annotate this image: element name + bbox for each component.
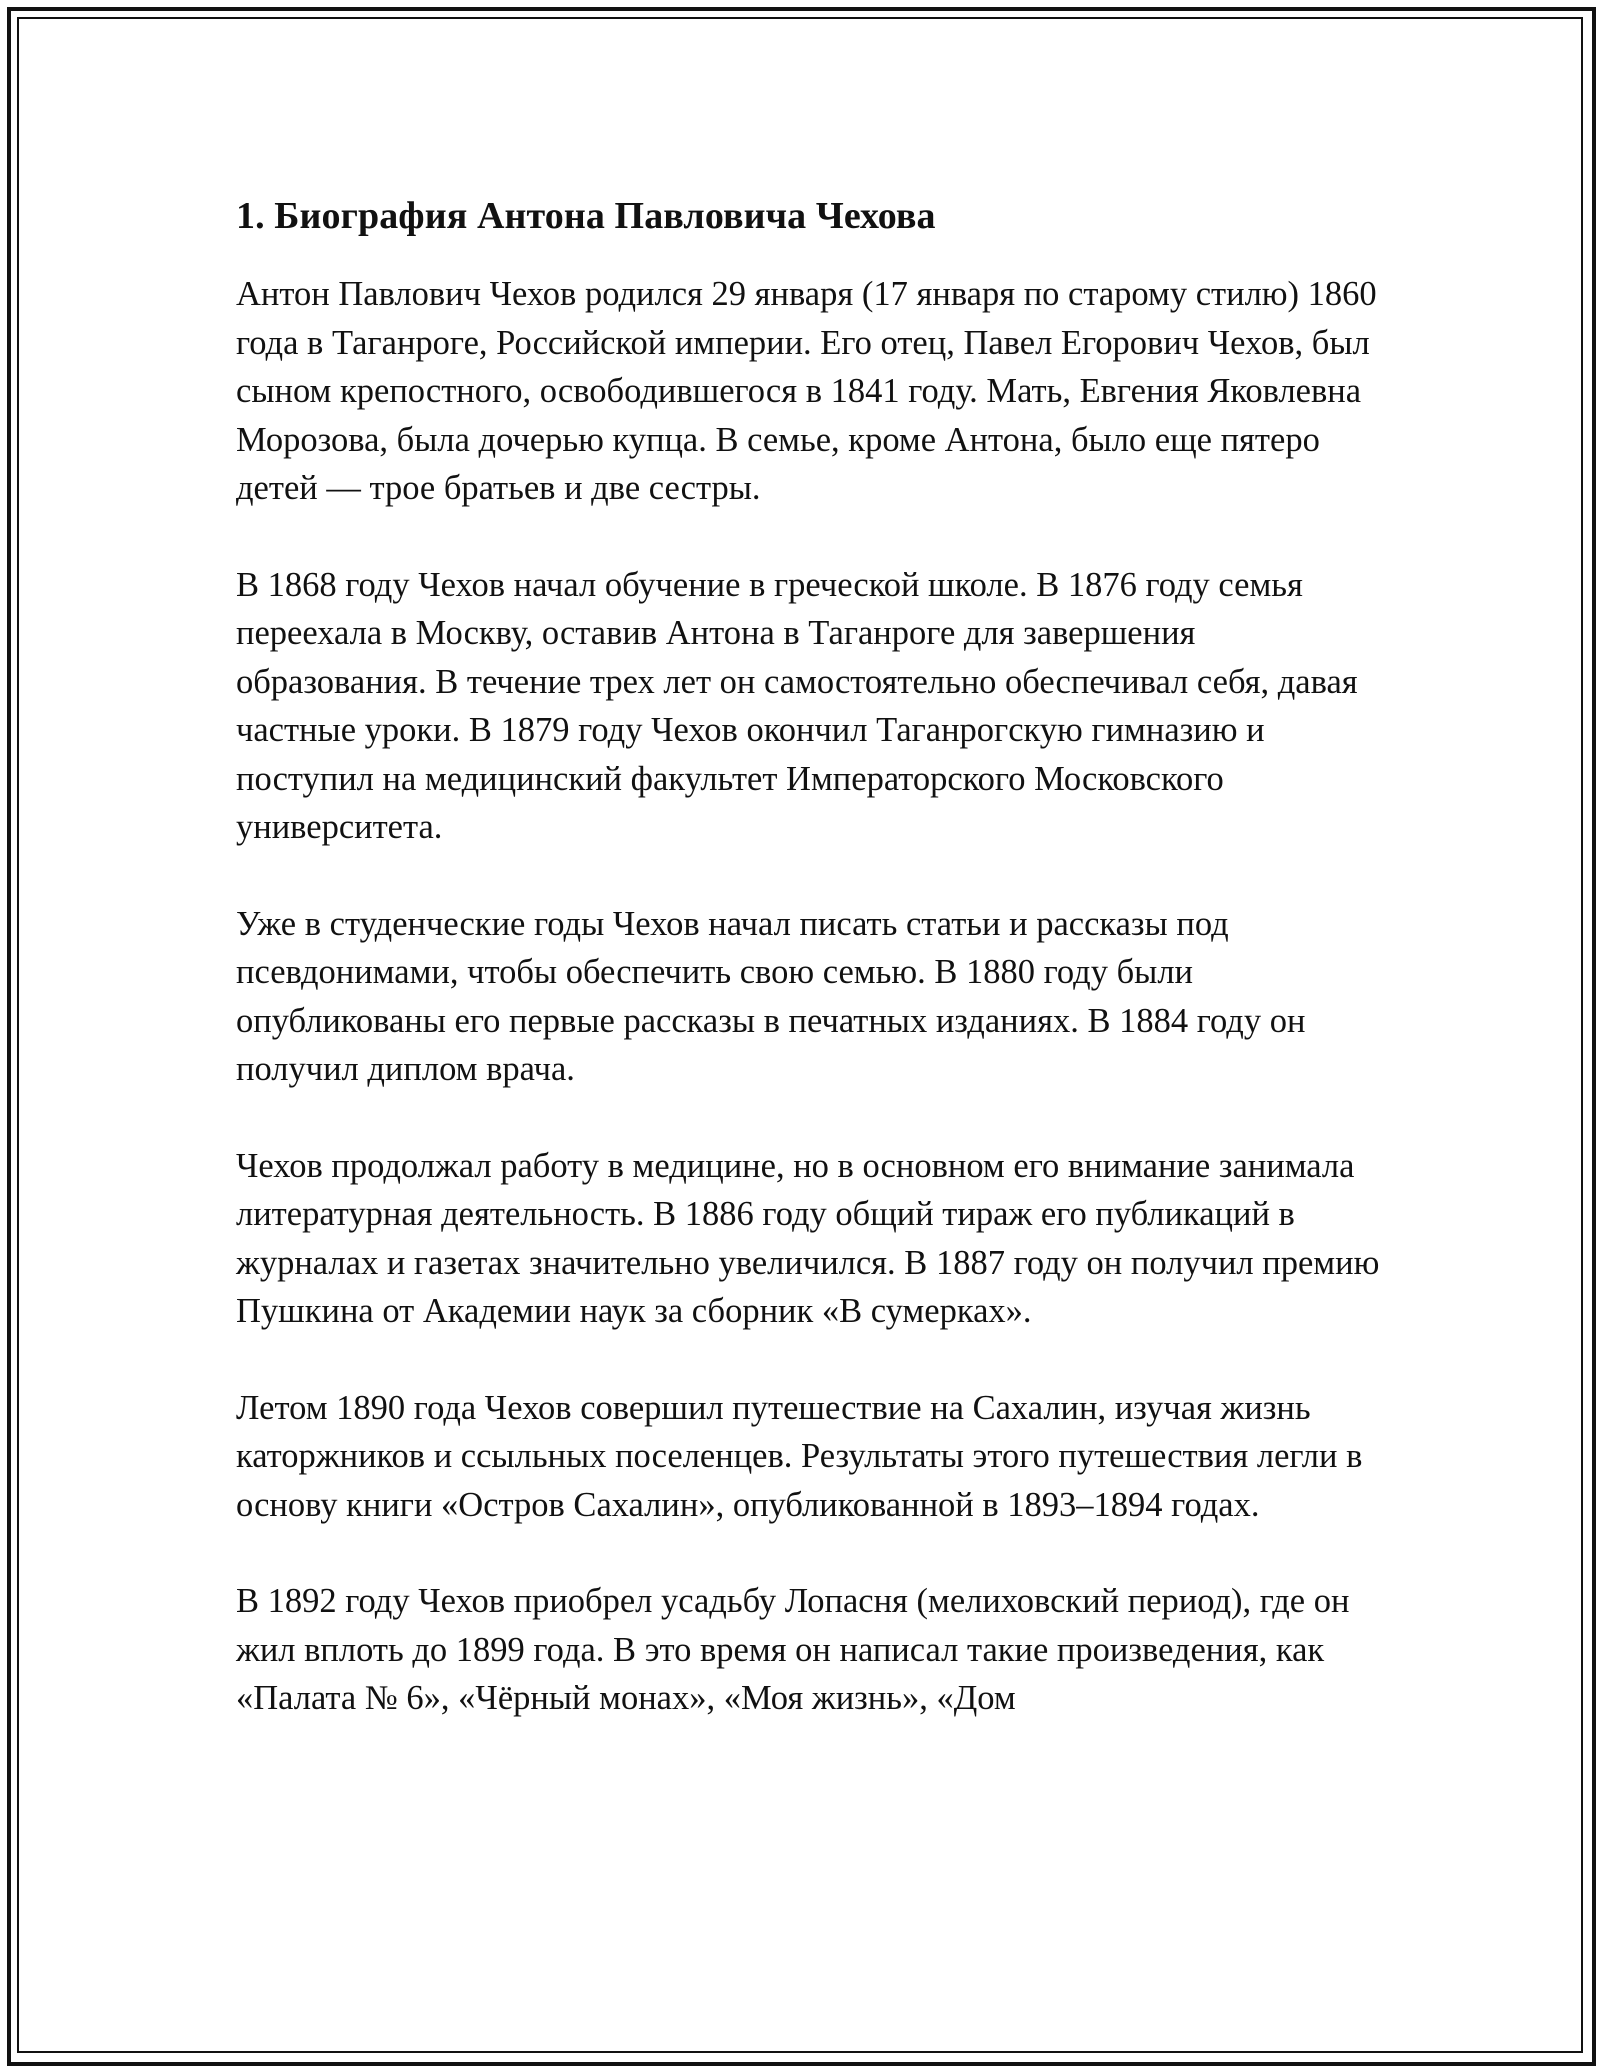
paragraph-sakhalin: Летом 1890 года Чехов совершил путешествие на Сахалин, изучая жизнь каторжников и ссыльных поселенцев. Результаты этого путешествия легли в основу книги «Остров Сахалин», опубликованной в 1893–1894 годах. <box>236 1388 1363 1524</box>
paragraph-education: В 1868 году Чехов начал обучение в греческой школе. В 1876 году семья переехала в Москву, оставив Антона в Таганроге для завершения образования. В течение трех лет он самостоятельно обеспечивал себя, давая частные уроки. В 1879 году Чехов окончил Таганрогскую гимназию и поступил на медицинский факультет Императорского Московского университета. <box>236 565 1358 846</box>
paragraph-melikhovo: В 1892 году Чехов приобрел усадьбу Лопасня (мелиховский период), где он жил вплоть до 1899 года. В это время он написал такие произведения, как «Палата № 6», «Чёрный монах», «Моя жизнь», «Дом <box>236 1582 1350 1717</box>
document-body <box>236 190 1386 1771</box>
paragraph-medicine-literature: Чехов продолжал работу в медицине, но в основном его внимание занимала литературная деятельность. В 1886 году общий тираж его публикаций в журналах и газетах значительно увеличился. В 1887 году он получил премию Пушкина от Академии наук за сборник «В сумерках». <box>236 1146 1380 1330</box>
section-title: 1. Биография Антона Павловича Чехова <box>236 195 936 237</box>
paragraph-birth-family: Антон Павлович Чехов родился 29 января (17 января по старому стилю) 1860 года в Таганроге, Российской империи. Его отец, Павел Егорович Чехов, был сыном крепостного, освободившегося в 1841 году. Мать, Евгения Яковлевна Морозова, была дочерью купца. В семье, кроме Антона, было еще пятеро детей — трое братьев и две сестры. <box>236 275 1377 507</box>
paragraph-student-writing: Уже в студенческие годы Чехов начал писать статьи и рассказы под псевдонимами, чтобы обеспечить свою семью. В 1880 году были опубликованы его первые рассказы в печатных изданиях. В 1884 году он получил диплом врача. <box>236 904 1306 1088</box>
